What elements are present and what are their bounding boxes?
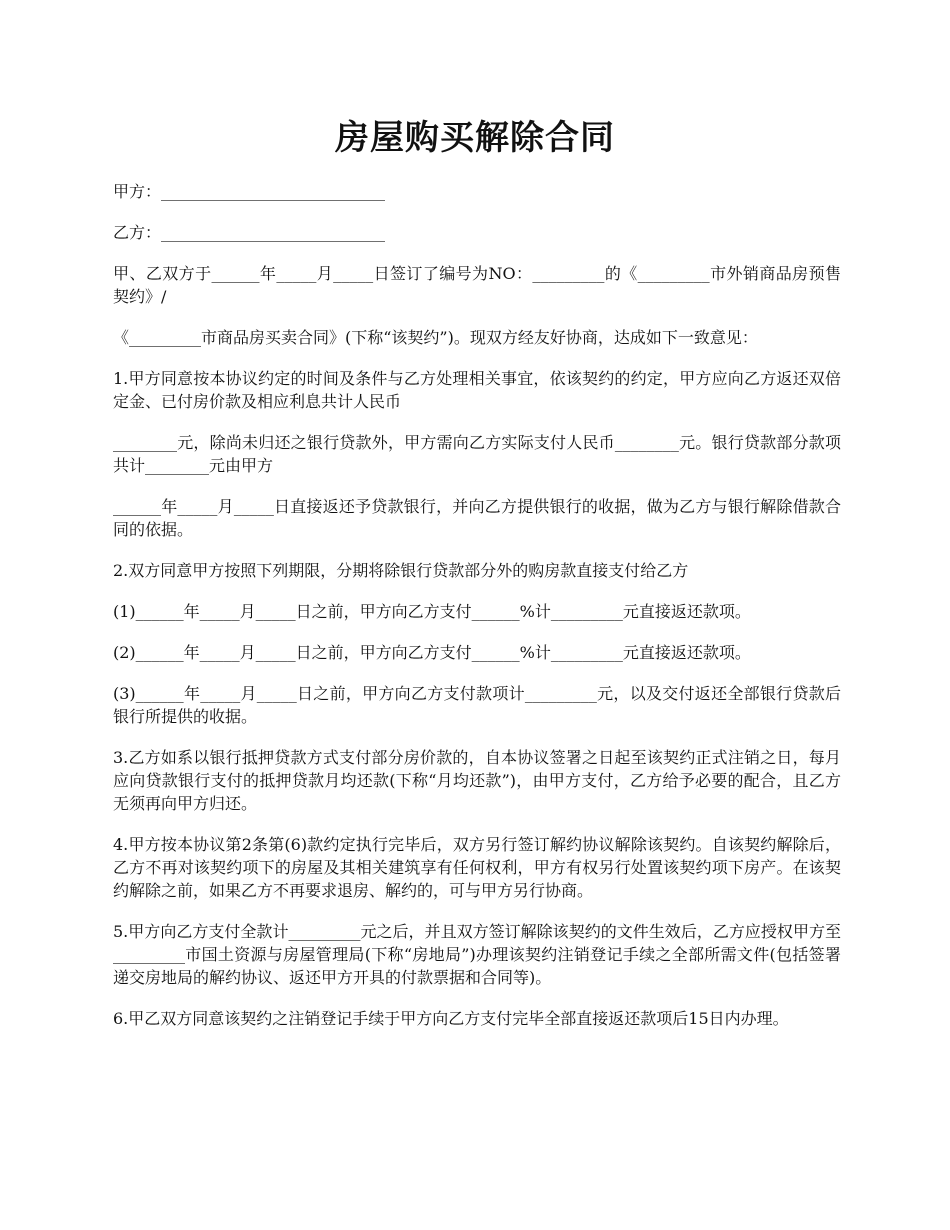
document-title: 房屋购买解除合同 (335, 118, 615, 158)
clause-1-repayment: ______年_____月_____日直接返还予贷款银行，并向乙方提供银行的收据，做为乙方与银行解除借款合同的依据。 (113, 497, 841, 539)
party-b-line: 乙方：____________________________ (113, 223, 386, 242)
contract-intro: 甲、乙双方于______年_____月_____日签订了编号为NO：_________的《_________市外销商品房预售契约》/ (113, 264, 841, 306)
document-body (113, 180, 841, 1048)
clause-4: 4.甲方按本协议第2条第(6)款约定执行完毕后，双方另行签订解约协议解除该契约。自该契约解除后，乙方不再对该契约项下的房屋及其相关建筑享有任何权利，甲方有权另行处置该契约项下房产。在该契约解除之前，如果乙方不再要求退房、解约的，可与甲方另行协商。 (113, 835, 841, 900)
clause-3: 3.乙方如系以银行抵押贷款方式支付部分房价款的，自本协议签署之日起至该契约正式注销之日，每月应向贷款银行支付的抵押贷款月均还款(下称“月均还款”)，由甲方支付，乙方给予必要的配合，且乙方无须再向甲方归还。 (113, 748, 841, 813)
clause-2-item-1: (1)______年_____月_____日之前，甲方向乙方支付______%计_________元直接返还款项。 (113, 602, 751, 621)
clause-2-item-3: (3)______年_____月_____日之前，甲方向乙方支付款项计_________元，以及交付返还全部银行贷款后银行所提供的收据。 (113, 684, 841, 726)
clause-5: 5.甲方向乙方支付全款计_________元之后，并且双方签订解除该契约的文件生效后，乙方应授权甲方至_________市国土资源与房屋管理局(下称“房地局”)办理该契约注销登记手续之全部所需文件(包括签署递交房地局的解约协议、返还甲方开具的付款票据和合同等)。 (113, 922, 841, 987)
contract-intro-continued: 《_________市商品房买卖合同》(下称“该契约”)。现双方经友好协商，达成如下一致意见： (113, 328, 758, 347)
clause-1: 1.甲方同意按本协议约定的时间及条件与乙方处理相关事宜，依该契约的约定，甲方应向乙方返还双倍定金、已付房价款及相应利息共计人民币 (113, 369, 841, 411)
clause-2: 2.双方同意甲方按照下列期限，分期将除银行贷款部分外的购房款直接支付给乙方 (113, 561, 689, 580)
party-a-line: 甲方：____________________________ (113, 182, 386, 201)
clause-6: 6.甲乙双方同意该契约之注销登记手续于甲方向乙方支付完毕全部直接返还款项后15日内办理。 (113, 1009, 789, 1028)
clause-2-item-2: (2)______年_____月_____日之前，甲方向乙方支付______%计_________元直接返还款项。 (113, 643, 751, 662)
clause-1-amounts: ________元，除尚未归还之银行贷款外，甲方需向乙方实际支付人民币________元。银行贷款部分款项共计________元由甲方 (113, 433, 841, 475)
